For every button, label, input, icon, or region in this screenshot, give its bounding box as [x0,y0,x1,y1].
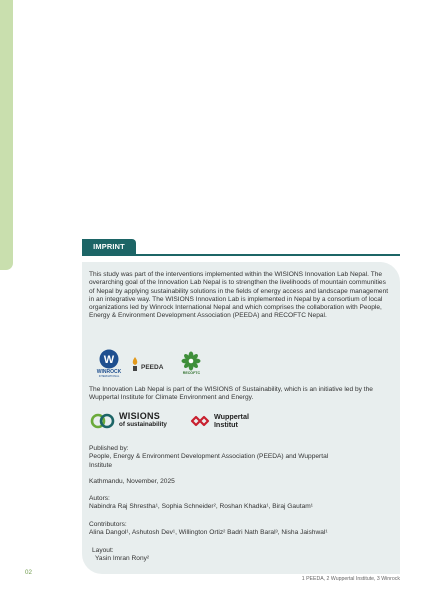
winrock-logo [94,349,124,378]
peeda-wordmark: PEEDA [141,363,164,371]
authors-block [89,495,389,512]
layout-text: Yasin Imran Rony² [95,555,150,563]
winrock-subtext: INTERNATIONAL [98,375,120,378]
peeda-logo [130,355,163,373]
publisher-text: People, Energy & Environment Development Association (PEEDA) and Wuppertal Institute [89,453,329,469]
wisions-logo [90,412,167,429]
page-number: 02 [25,569,32,576]
wisions-rings-icon [90,413,116,429]
recoftc-wordmark: RECOFTC [182,371,201,375]
svg-text:W: W [103,354,115,366]
wuppertal-subtext: Institut [213,419,238,429]
publisher-block [89,445,389,470]
winrock-emblem-icon [99,349,119,369]
recoftc-logo [181,351,201,376]
section-divider [82,254,400,256]
peeda-lamp-icon [130,355,140,373]
recoftc-leaf-icon [181,351,201,371]
wisions-tagline: of sustainability [119,421,167,428]
sponsor-logos [90,412,249,429]
published-label: Published by: [89,445,129,452]
wuppertal-wordmark: Wuppertal [213,411,249,421]
section-tab-imprint: IMPRINT [82,239,136,254]
layout-label: Layout: [92,547,114,554]
contributors-block [89,521,389,538]
authors-text: Nabindra Raj Shrestha¹, Sophia Schneider², Roshan Khadka¹, Biraj Gautam¹ [89,503,313,511]
wisions-wordmark: WISIONS [119,411,161,421]
partner-logos [94,349,201,378]
contributors-text: Alina Dangol¹, Ashutosh Dev¹, Willington Ortiz² Badri Nath Baral³, Nisha Jaishwal¹ [89,529,328,537]
wuppertal-logo [189,413,249,429]
wisions-paragraph: The Innovation Lab Nepal is part of the WISIONS of Sustainability, which is an initiative led by the Wuppertal Institute for Climate Environment and Energy. [89,386,373,402]
winrock-wordmark: WINROCK [96,369,122,375]
wuppertal-loop-icon [189,414,211,428]
layout-block [92,547,392,564]
place-date: Kathmandu, November, 2025 [89,478,175,485]
intro-paragraph: This study was part of the interventions implemented within the WISIONS Innovation Lab Nepal. The overarching goal of the Innovation Lab Nepal is to strengthen the livelihoods of mountain communities of Nepal by applying sustainability solutions in the fields of energy access and landscape management in an integrative way. The WISIONS Innovation Lab is implemented in Nepal by a consortium of local organizations led by Winrock International Nepal and which comprises the collaboration with People, Energy & Environment Development Association (PEEDA) and RECOFTC Nepal. [89,271,389,320]
side-accent-bar [0,0,13,270]
authors-label: Autors: [89,495,110,502]
affiliation-footnote: 1 PEEDA, 2 Wuppertal Institute, 3 Winrock [301,576,400,582]
contributors-label: Contributors: [89,521,127,528]
